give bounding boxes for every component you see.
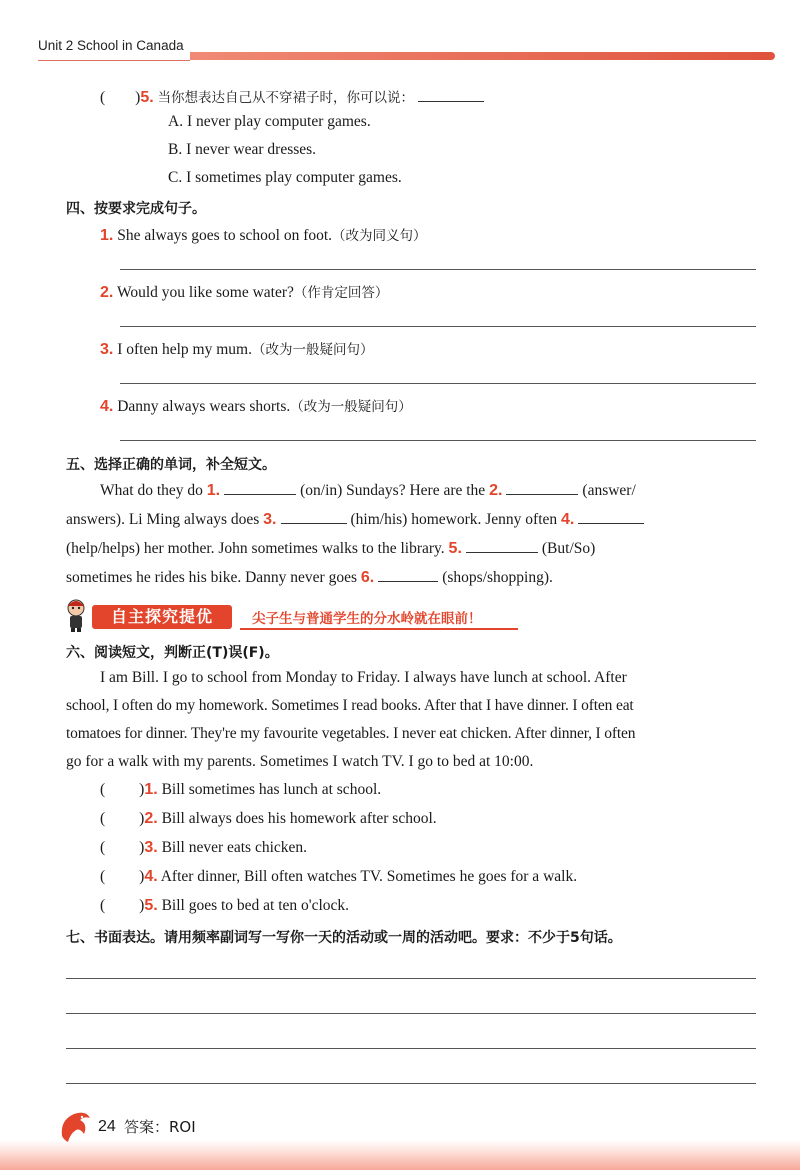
- cloze-line-2: answers). Li Ming always does 3. (him/his) homework. Jenny often 4.: [66, 509, 648, 529]
- cloze-line-3: (help/helps) her mother. John sometimes walks to the library. 5. (But/So): [66, 540, 596, 557]
- writing-line[interactable]: [66, 1083, 756, 1084]
- dolphin-icon: [56, 1106, 96, 1146]
- cloze-blank-1[interactable]: [224, 480, 296, 495]
- cloze-blank-3[interactable]: [281, 509, 347, 524]
- answer-line[interactable]: [120, 326, 756, 327]
- tf-item-3: ( )3. Bill never eats chicken.: [100, 839, 308, 856]
- option-b: B. I never wear dresses.: [168, 141, 317, 158]
- cloze-blank-5[interactable]: [466, 538, 538, 553]
- question-5-stem: ( )5. 当你想表达自己从不穿裙子时，你可以说：: [100, 86, 488, 107]
- answer-line[interactable]: [120, 383, 756, 384]
- page-number: 24: [98, 1118, 116, 1135]
- section-4-item-4: 4. Danny always wears shorts.（改为一般疑问句）: [100, 398, 412, 415]
- cloze-blank-2[interactable]: [506, 480, 578, 495]
- unit-title: Unit 2 School in Canada: [38, 38, 184, 53]
- cloze-blank-6[interactable]: [378, 567, 438, 582]
- footer-band: [0, 1140, 800, 1170]
- cloze-blank-4[interactable]: [578, 509, 644, 524]
- tf-item-2: ( )2. Bill always does his homework after school.: [100, 810, 437, 827]
- mascot-icon: [62, 598, 90, 632]
- writing-line[interactable]: [66, 1013, 756, 1014]
- header-bar: [190, 52, 775, 60]
- tf-item-5: ( )5. Bill goes to bed at ten o'clock.: [100, 897, 350, 914]
- passage-line-4: go for a walk with my parents. Sometimes I watch TV. I go to bed at 10:00.: [66, 753, 534, 770]
- section-4-item-3: 3. I often help my mum.（改为一般疑问句）: [100, 341, 374, 358]
- tf-item-4: ( )4. After dinner, Bill often watches TV. Sometimes he goes for a walk.: [100, 868, 578, 885]
- section-6-title: 六、阅读短文，判断正(T)误(F)。: [66, 645, 279, 661]
- header-rule: [38, 60, 190, 61]
- answer-line[interactable]: [120, 269, 756, 270]
- cloze-line-4: sometimes he rides his bike. Danny never goes 6. (shops/shopping).: [66, 569, 553, 586]
- writing-line[interactable]: [66, 978, 756, 979]
- passage-line-3: tomatoes for dinner. They're my favourite vegetables. I never eat chicken. After dinner, I often: [66, 725, 636, 742]
- tf-item-1: ( )1. Bill sometimes has lunch at school.: [100, 781, 382, 798]
- section-4-item-2: 2. Would you like some water?（作肯定回答）: [100, 284, 389, 301]
- footer-answer: 答案：ROI: [124, 1118, 196, 1136]
- option-c: C. I sometimes play computer games.: [168, 169, 402, 186]
- section-7-title: 七、书面表达。请用频率副词写一写你一天的活动或一周的活动吧。要求：不少于5句话。: [66, 930, 622, 946]
- banner-rule: [240, 628, 518, 630]
- section-5-title: 五、选择正确的单词，补全短文。: [66, 457, 276, 473]
- section-4-item-1: 1. She always goes to school on foot.（改为同义句）: [100, 227, 427, 244]
- option-a: A. I never play computer games.: [168, 113, 371, 130]
- answer-blank[interactable]: [418, 87, 484, 102]
- writing-line[interactable]: [66, 1048, 756, 1049]
- banner-note: 尖子生与普通学生的分水岭就在眼前！: [252, 611, 482, 627]
- cloze-line-1: What do they do 1. (on/in) Sundays? Here are the 2. (answer/: [100, 482, 636, 499]
- answer-line[interactable]: [120, 440, 756, 441]
- section-4-title: 四、按要求完成句子。: [66, 201, 206, 217]
- passage-line-1: I am Bill. I go to school from Monday to Friday. I always have lunch at school. After: [100, 669, 627, 686]
- banner-label: 自主探究提优: [92, 605, 232, 629]
- passage-line-2: school, I often do my homework. Sometimes I read books. After that I have dinner. I often eat: [66, 697, 634, 714]
